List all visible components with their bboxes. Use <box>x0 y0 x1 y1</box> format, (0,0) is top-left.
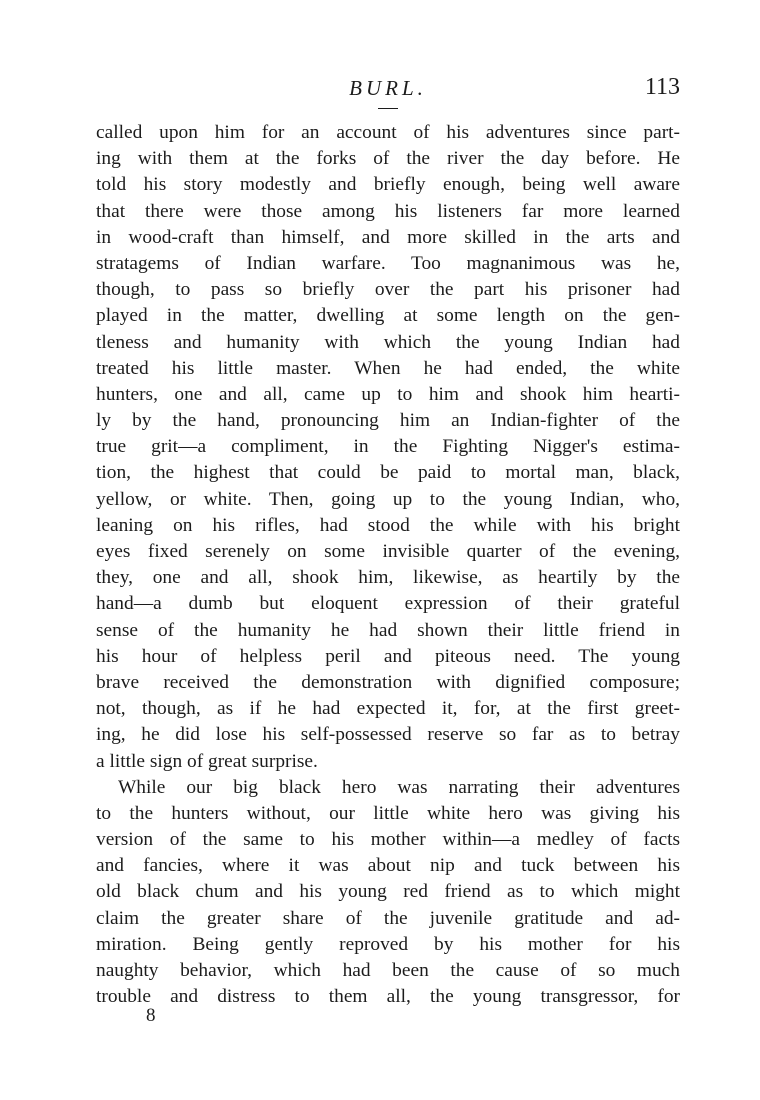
text-line: naughty behavior, which had been the cause of so much <box>96 960 680 981</box>
text-line: While our big black hero was narrating their adventures <box>118 776 680 798</box>
running-title: BURL. <box>349 76 427 100</box>
text-line: stratagems of Indian warfare. Too magnanimous was he, <box>96 252 680 274</box>
text-line: miration. Being gently reproved by his mother for his <box>96 933 680 955</box>
page-number: 113 <box>644 74 680 100</box>
text-line: treated his little master. When he had ended, the white <box>96 357 680 379</box>
text-line: leaning on his rifles, had stood the while with his bright <box>96 514 680 536</box>
text-line: true grit—a compliment, in the Fighting Nigger's estima- <box>96 436 680 458</box>
signature-mark: 8 <box>146 1005 156 1026</box>
text-line: ing, he did lose his self-possessed reserve so far as to betray <box>96 724 680 746</box>
text-line: and fancies, where it was about nip and tuck between his <box>96 855 680 877</box>
text-line: not, though, as if he had expected it, for, at the first greet- <box>96 698 680 720</box>
text-line: eyes fixed serenely on some invisible quarter of the evening, <box>96 541 680 562</box>
text-line: played in the matter, dwelling at some length on the gen- <box>96 305 680 327</box>
text-line: his hour of helpless peril and piteous need. The young <box>96 645 680 667</box>
text-line: hunters, one and all, came up to him and shook him hearti- <box>96 383 680 405</box>
text-line: claim the greater share of the juvenile gratitude and ad- <box>96 907 680 929</box>
text-line: they, one and all, shook him, likewise, as heartily by the <box>96 567 680 589</box>
body-text <box>96 120 680 1010</box>
text-line: to the hunters without, our little white hero was giving his <box>96 802 680 824</box>
text-line: ly by the hand, pronouncing him an Indian-fighter of the <box>96 410 680 432</box>
text-line: called upon him for an account of his adventures since part- <box>96 122 680 143</box>
text-line: hand—a dumb but eloquent expression of their grateful <box>96 593 680 615</box>
text-line: ing with them at the forks of the river the day before. He <box>96 148 680 170</box>
text-line: old black chum and his young red friend as to which might <box>96 881 680 903</box>
text-line: tion, the highest that could be paid to mortal man, black, <box>96 462 680 484</box>
text-line: told his story modestly and briefly enough, being well aware <box>96 174 680 196</box>
text-line: sense of the humanity he had shown their little friend in <box>96 619 680 641</box>
text-line: brave received the demonstration with dignified composure; <box>96 671 680 693</box>
text-line: yellow, or white. Then, going up to the young Indian, who, <box>96 488 680 510</box>
text-line: in wood-craft than himself, and more skilled in the arts and <box>96 226 680 248</box>
text-line: that there were those among his listeners far more learned <box>96 200 680 222</box>
page-header <box>96 76 680 116</box>
text-line: a little sign of great surprise. <box>96 750 318 772</box>
text-line: though, to pass so briefly over the part his prisoner had <box>96 279 680 301</box>
text-line: trouble and distress to them all, the young transgressor, for <box>96 986 680 1008</box>
text-line: version of the same to his mother within—a medley of facts <box>96 829 680 851</box>
header-rule <box>378 108 398 109</box>
text-line: tleness and humanity with which the young Indian had <box>96 331 680 353</box>
